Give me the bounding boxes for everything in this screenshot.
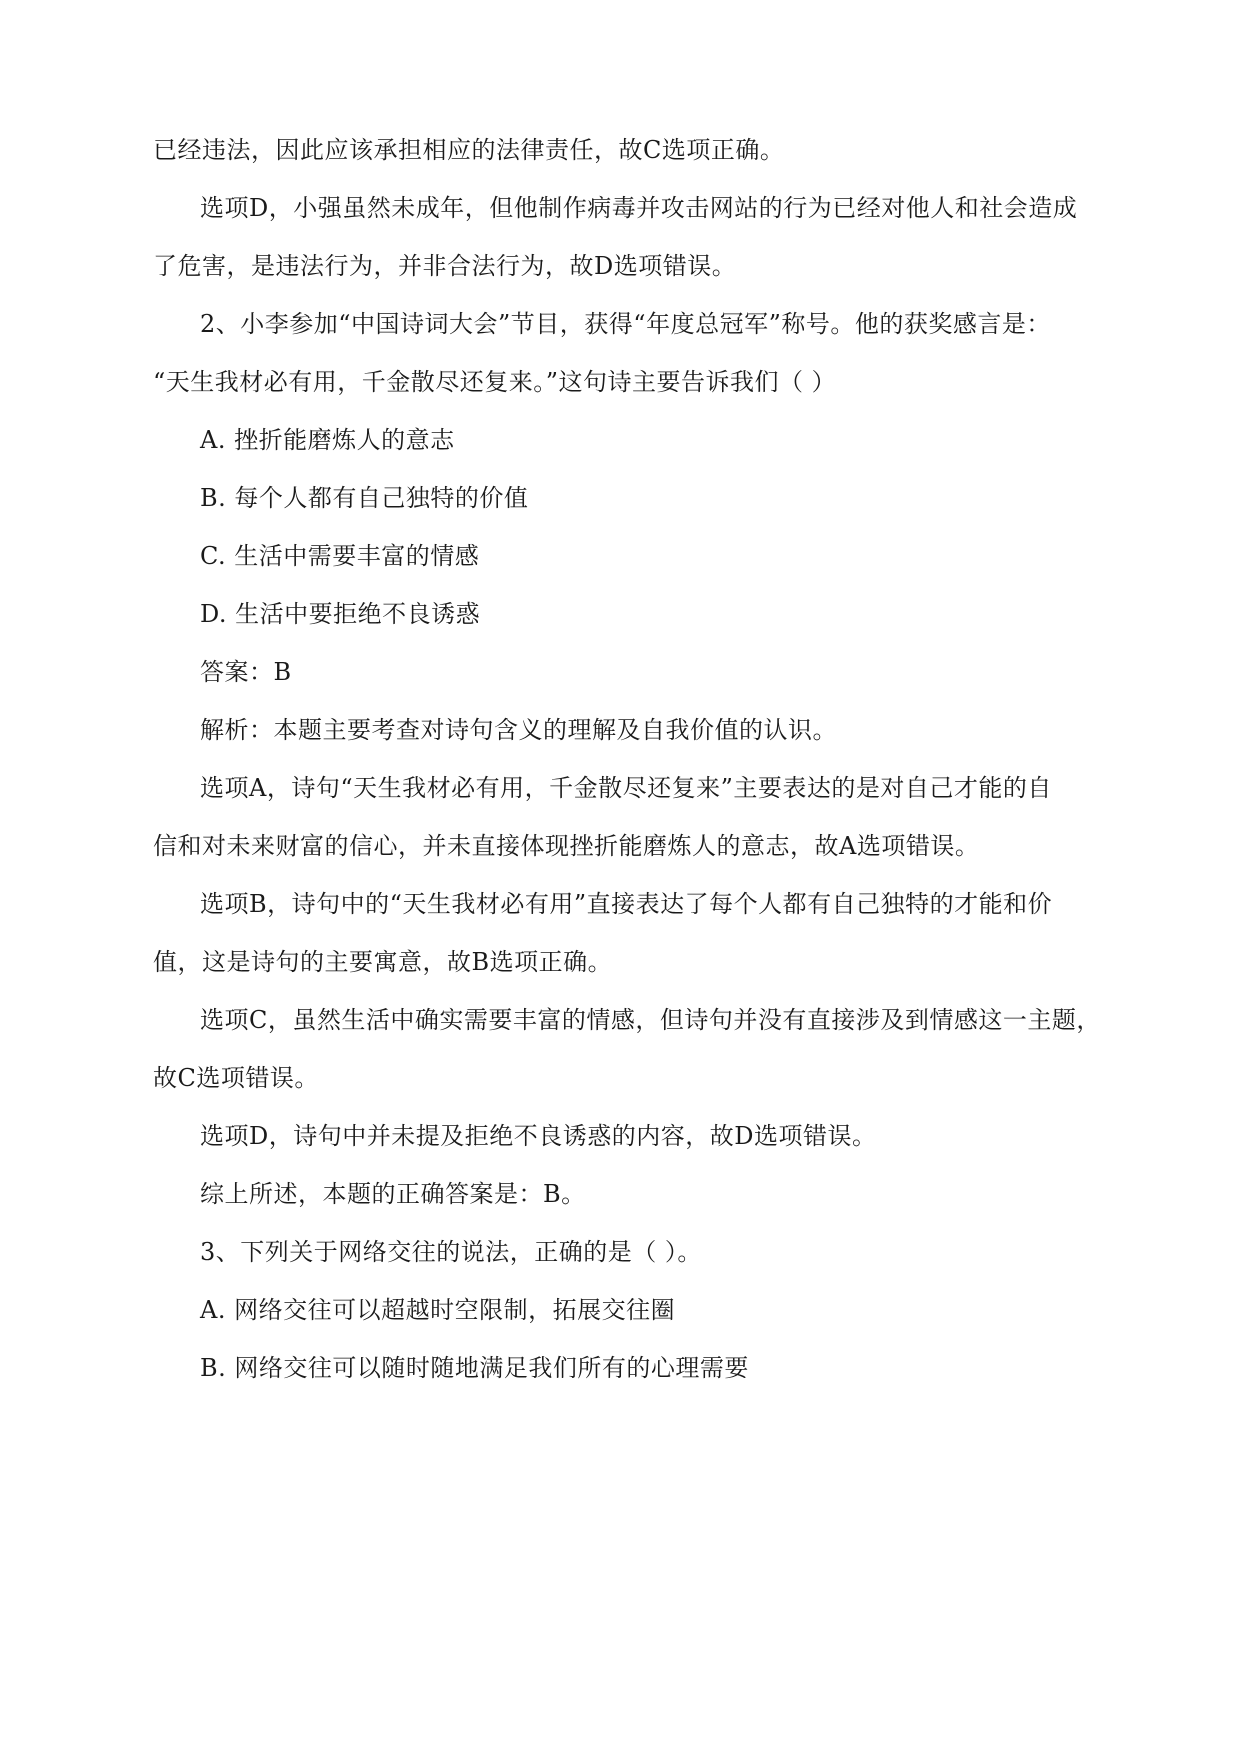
text-line: 选项B，诗句中的“天生我材必有用”直接表达了每个人都有自己独特的才能和价 (200, 890, 1053, 918)
text-line: 已经违法，因此应该承担相应的法律责任，故C选项正确。 (153, 136, 785, 164)
option-c: C. 生活中需要丰富的情感 (200, 542, 480, 570)
text-line: 信和对未来财富的信心，并未直接体现挫折能磨炼人的意志，故A选项错误。 (153, 832, 980, 860)
text-line: 值，这是诗句的主要寓意，故B选项正确。 (153, 948, 613, 976)
question-stem: “天生我材必有用，千金散尽还复来。”这句诗主要告诉我们（ ） (153, 368, 837, 396)
option-d: D. 生活中要拒绝不良诱惑 (200, 600, 481, 628)
analysis-line: 解析：本题主要考查对诗句含义的理解及自我价值的认识。 (200, 716, 837, 744)
text-line: 选项A，诗句“天生我材必有用，千金散尽还复来”主要表达的是对自己才能的自 (200, 774, 1052, 802)
text-line: 选项D，诗句中并未提及拒绝不良诱惑的内容，故D选项错误。 (200, 1122, 877, 1150)
option-b: B. 每个人都有自己独特的价值 (200, 484, 529, 512)
question-stem: 2、小李参加“中国诗词大会”节目，获得“年度总冠军”称号。他的获奖感言是： (200, 310, 1051, 338)
text-line: 选项C，虽然生活中确实需要丰富的情感，但诗句并没有直接涉及到情感这一主题， (200, 1006, 1101, 1034)
option-b: B. 网络交往可以随时随地满足我们所有的心理需要 (200, 1354, 749, 1382)
answer-line: 答案：B (200, 658, 292, 686)
option-a: A. 网络交往可以超越时空限制，拓展交往圈 (200, 1296, 676, 1324)
text-line: 故C选项错误。 (153, 1064, 319, 1092)
summary-line: 综上所述，本题的正确答案是：B。 (200, 1180, 586, 1208)
text-line: 选项D，小强虽然未成年，但他制作病毒并攻击网站的行为已经对他人和社会造成 (200, 194, 1078, 222)
text-line: 了危害，是违法行为，并非合法行为，故D选项错误。 (153, 252, 737, 280)
question-stem: 3、下列关于网络交往的说法，正确的是（ ）。 (200, 1238, 702, 1266)
option-a: A. 挫折能磨炼人的意志 (200, 426, 455, 454)
